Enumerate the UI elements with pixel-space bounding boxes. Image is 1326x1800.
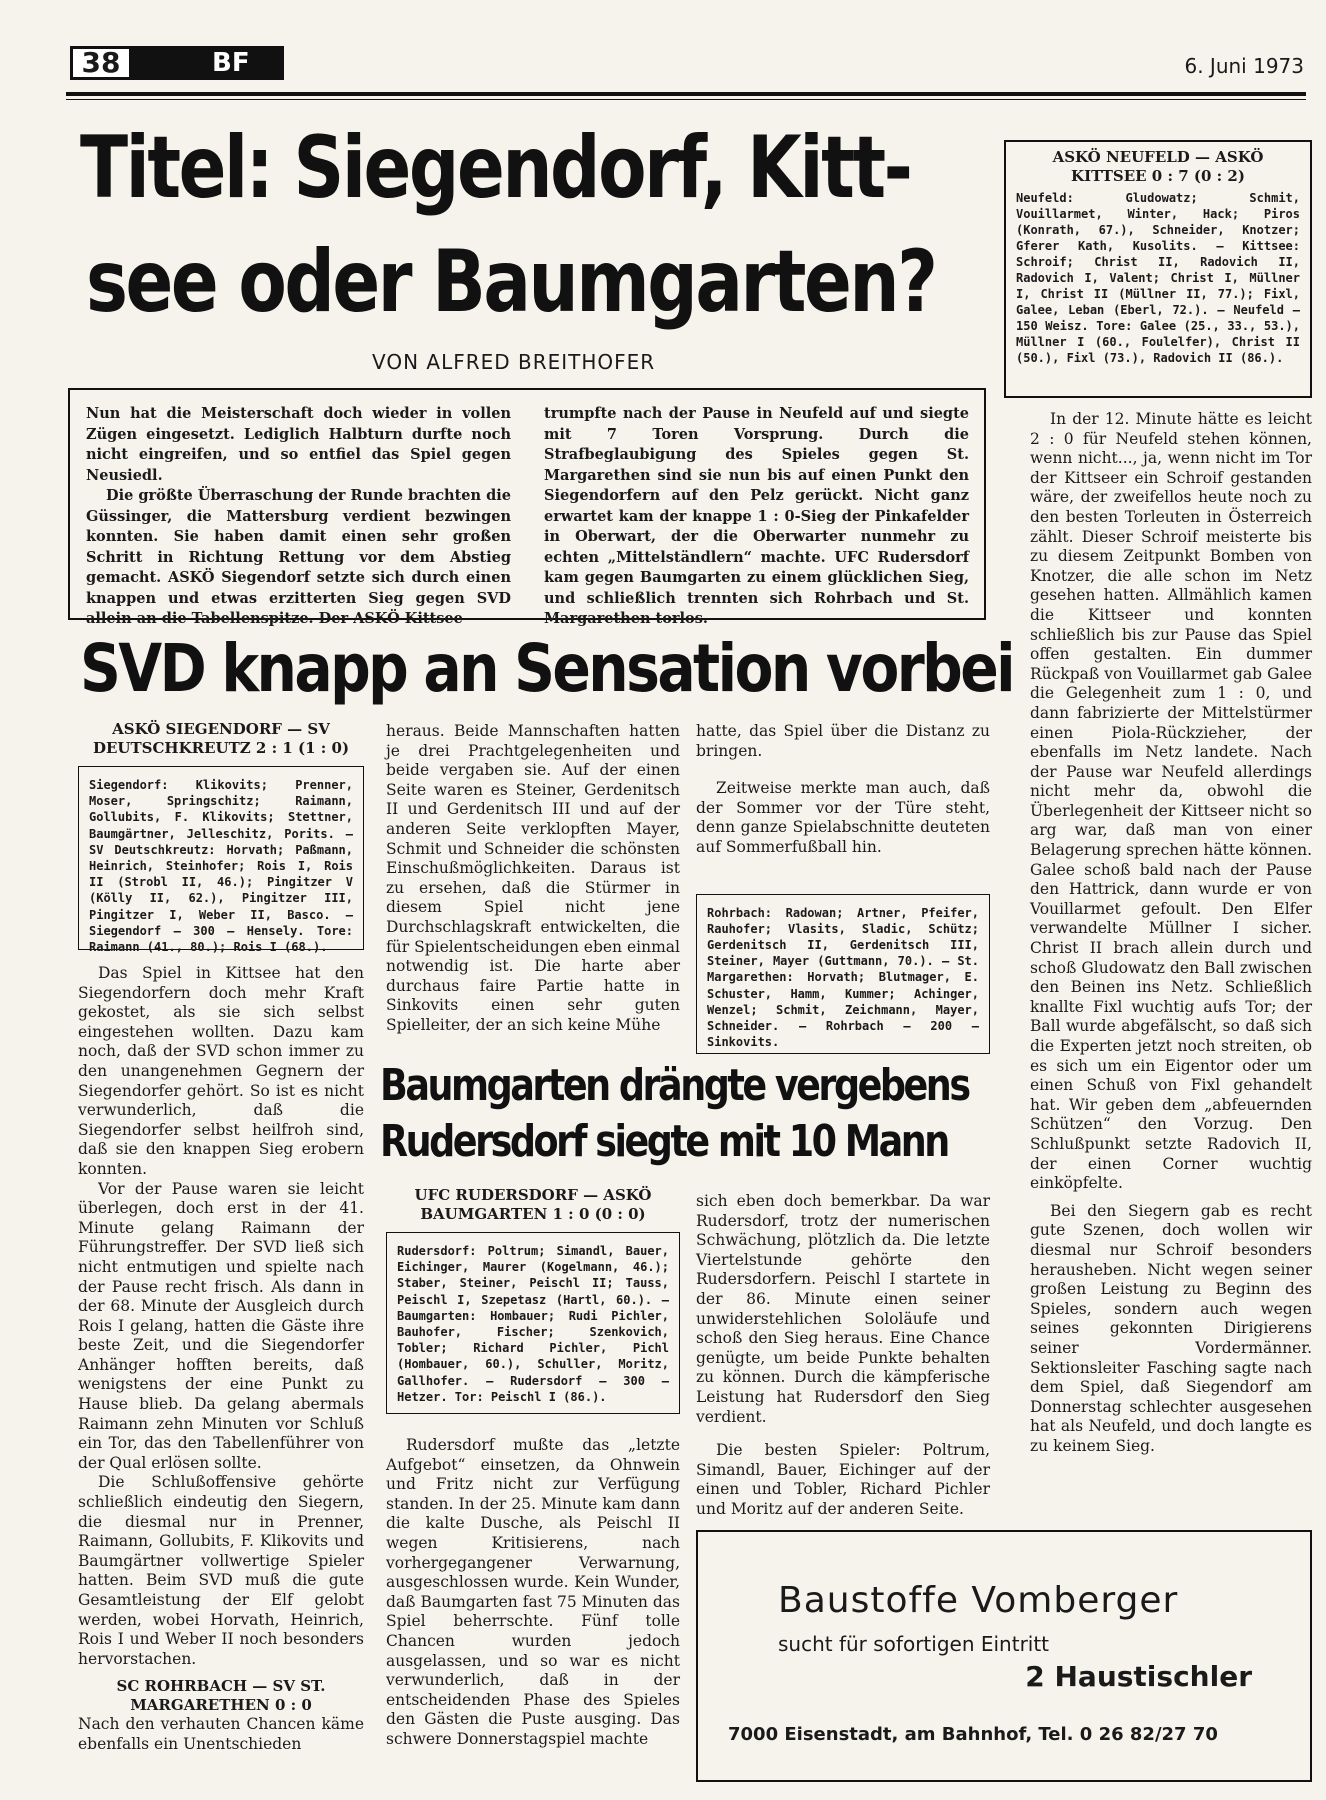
svd-column-3: [696, 722, 990, 1054]
ad-subtitle: sucht für sofortigen Eintritt: [778, 1632, 1050, 1656]
section-label: BF: [132, 46, 284, 80]
issue-date: 6. Juni 1973: [1184, 54, 1304, 78]
svd-body-col2: [386, 722, 680, 1036]
neufeld-lineup-wrap: [1016, 190, 1300, 366]
rudersdorf-body-col2: [386, 1436, 680, 1750]
lead-paragraph: trumpfte nach der Pause in Neufeld auf und siegte mit 7 Toren Vorsprung. Durch die Strafbeglaubigung des Spieles gegen St. Margarethen sind sie nun bis auf einen Punkt den Siegendorfern auf den Pelz gerückt. Nicht ganz erwartet kam der knappe 1 : 0-Sieg der Pinkafelder in Oberwart, der die Oberwarter nunmehr zu echten „Mittelständlern“ machte. UFC Rudersdorf kam gegen Baumgarten zu einem glücklichen Sieg, und schließlich trennten sich Rohrbach und St. Margarethen torlos.: [544, 405, 969, 627]
body-paragraph: Zeitweise merkte man auch, daß der Sommer vor der Türe steht, denn ganze Spielabschnitte deuteten auf Sommerfußball hin.: [696, 779, 990, 856]
body-paragraph: Nach den verhauten Chancen käme ebenfalls ein Unentschieden: [78, 1715, 364, 1753]
body-paragraph: Vor der Pause waren sie leicht überlegen, doch erst in der 41. Minute gelang Raimann der Führungstreffer. Der SVD ließ sich nicht entmutigen und spielte nach der Pause recht frisch. Als dann in der 68. Minute der Ausgleich durch Rois I gelang, hatten die Gäste ihre beste Zeit, und die Siegendorfer Anhänger hofften bereits, daß wenigstens der eine Punkt zu Hause blieb. Da gelang abermals Raimann zehn Minuten vor Schluß ein Tor, das den Tabellenführer von der Qual erlösen sollte.: [78, 1179, 364, 1472]
svd-headline: SVD knapp an Sensation vorbei: [80, 630, 1014, 707]
lead-paragraph: Nun hat die Meisterschaft doch wieder in vollen Zügen eingesetzt. Lediglich Halbturn durfte noch nicht eingreifen, und so entfiel das Spiel gegen Neusiedl.: [86, 405, 511, 484]
neufeld-body: [1030, 410, 1312, 1456]
ad-address: 7000 Eisenstadt, am Bahnhof, Tel. 0 26 82/27 70: [728, 1724, 1218, 1745]
main-headline-line1: Titel: Siegendorf, Kitt-: [80, 118, 911, 218]
lead-paragraph: Die größte Überraschung der Runde brachten die Güssinger, die Mattersburg verdient bezwingen konnten. Sie haben damit einen sehr großen Schritt in Richtung Rettung vor dem Abstieg gemacht. ASKÖ Siegendorf setzte sich durch einen knappen und etwas erzitterten Sieg gegen SVD allein an die Tabellenspitze. Der ASKÖ Kittsee: [86, 487, 511, 627]
body-paragraph: hatte, das Spiel über die Distanz zu bringen.: [696, 722, 990, 760]
rudersdorf-column-2: [386, 1186, 680, 1750]
svd-body-col3: [696, 722, 990, 858]
job-advertisement: [696, 1530, 1312, 1782]
rudersdorf-body-col3: [696, 1192, 990, 1520]
body-paragraph: Die besten Spieler: Poltrum, Simandl, Bauer, Eichinger auf der einen und Tobler, Richard Pichler und Moritz auf der anderen Seite.: [696, 1441, 990, 1518]
body-paragraph: sich eben doch bemerkbar. Da war Rudersdorf, trotz der numerischen Schwächung, plötzlich da. Die letzte Viertelstunde gehörte den Rudersdorfern. Peischl I startete in der 86. Minute einen seiner unwiderstehlichen Sololäufe und schoß den Sieg heraus. Eine Chance genügte, um beide Punkte behalten zu können. Durch die kämpferische Leistung hat Rudersdorf den Sieg verdient.: [696, 1192, 990, 1426]
header-rule-thin: [66, 99, 1306, 100]
neufeld-match-header: ASKÖ NEUFELD — ASKÖ KITTSEE 0 : 7 (0 : 2): [1052, 148, 1264, 185]
page-number: 38: [70, 46, 132, 80]
lead-column-right: [544, 404, 969, 630]
lead-box: [68, 388, 986, 627]
rudersdorf-lineup: Rudersdorf: Poltrum; Simandl, Bauer, Eichinger, Maurer (Kogelmann, 46.); Staber, Steiner, Peischl II; Tauss, Peischl I, Szepetasz (Hartl, 60.). — Baumgarten: Hombauer; Rudi Pichler, Bauhofer, Fischer; Szenkovich, Tobler; Richard Pichler, Pichl (Hombauer, 60.), Schuller, Moritz, Gallhofer. — Rudersdorf — 300 — Hetzer. Tor: Peischl I (86.).: [397, 1244, 669, 1404]
body-paragraph: Das Spiel in Kittsee hat den Siegendorfern doch mehr Kraft gekostet, als sie sich selbst eingestehen wollten. Dazu kam noch, daß der SVD schon immer zu den unangenehmen Gegnern der Siegendorfer gehört. So ist es nicht verwunderlich, daß die Siegendorfer selbst heilfroh sind, daß sie den knappen Sieg erobern konnten.: [78, 964, 364, 1178]
rudersdorf-headline-line2: Rudersdorf siegte mit 10 Mann: [380, 1116, 948, 1167]
rudersdorf-lineup-box: [386, 1232, 680, 1414]
body-paragraph: In der 12. Minute hätte es leicht 2 : 0 für Neufeld stehen können, wenn nicht..., ja, wenn nicht im Tor der Kittseer ein Schroif gestanden wäre, der zweifellos heute noch zu den besten Torleuten in Österreich zählt. Dieser Schroif meisterte bis zu diesem Zeitpunkt Bomben von Knotzer, die alle schon im Netz gesehen hatten. Allmählich kamen die Kittseer und konnten schließlich bis zur Pause das Spiel offen gestalten. Ein dummer Rückpaß von Vouillarmet gab Galee die Gelegenheit zum 1 : 0, und dann fabrizierte der Mittelstürmer einen Piola-Rückzieher, der ebenfalls im Netz landete. Nach der Pause war Neufeld allerdings nicht mehr da, obwohl die Überlegenheit der Kittseer nicht so arg war, daß man von einer Belagerung sprechen hätte können. Galee schoß bald nach der Pause den Hattrick, dann wurde er von Vouillarmet gefoult. Den Elfer verwandelte Müllner I sicher. Christ II brach allein durch und schoß Gludowatz den Ball zwischen den Beinen ins Netz. Schließlich knallte Fixl wuchtig aufs Tor; der Ball wurde abgefälscht, so daß sich die Experten jetzt noch streiten, ob es sich um ein Eigentor oder um einen Schuß von Fixl gehandelt hat. Wir geben dem „abfeuernden Schützen“ den Vorzug. Den Schlußpunkt setzte Radovich II, der einen Corner wuchtig einköpfelte.: [1030, 410, 1312, 1193]
svd-body-col1: [78, 964, 364, 1669]
header-rule: [66, 92, 1306, 96]
rohrbach-lineup-box: [696, 894, 990, 1054]
rohrbach-lineup: Rohrbach: Radowan; Artner, Pfeifer, Rauhofer; Vlasits, Sladic, Schütz; Gerdenitsch II, Gerdenitsch III, Steiner, Mayer (Guttmann, 70.). — St. Margarethen: Horvath; Blutmager, E. Schuster, Hamm, Kummer; Achinger, Wenzel; Schmit, Zeichmann, Mayer, Schneider. — Rohrbach — 200 — Sinkovits.: [707, 905, 979, 1050]
body-paragraph: heraus. Beide Mannschaften hatten je drei Prachtgelegenheiten und beide vergaben sie. Auf der einen Seite waren es Steiner, Gerdenitsch II und Gerdenitsch III und auf der anderen Seite verklopften Mayer, Schmit und Schneider die schönsten Einschußmöglichkeiten. Daraus ist zu ersehen, daß die Stürmer in diesem Spiel nicht jene Durchschlagskraft entwickelten, die für Spielentscheidungen eben einmal notwendig ist. Die harte aber durchaus faire Partie hatte in Sinkovits einen sehr guten Spielleiter, der an sich keine Mühe: [386, 722, 680, 1034]
main-headline-line2: see oder Baumgarten?: [86, 232, 936, 332]
rohrbach-match-header: SC ROHRBACH — SV ST. MARGARETHEN 0 : 0: [116, 1677, 326, 1715]
svd-column-1: [78, 720, 364, 1755]
svd-lineup: Siegendorf: Klikovits; Prenner, Moser, Springschitz; Raimann, Gollubits, F. Klikovits; Stettner, Baumgärtner, Jelleschitz, Porits. — SV Deutschkreutz: Horvath; Paßmann, Heinrich, Steinhofer; Rois I, Rois II (Strobl II, 46.); Pingitzer V (Kölly II, 62.), Pingitzer III, Pingitzer I, Weber II, Basco. — Siegendorf — 300 — Hensely. Tore: Raimann (41., 80.); Rois I (68.).: [89, 778, 353, 955]
lead-column-left: [86, 404, 511, 630]
body-paragraph: Rudersdorf mußte das „letzte Aufgebot“ einsetzen, da Ohnwein und Fritz nicht zur Verfügung standen. In der 25. Minute kam dann die kalte Dusche, als Peischl II wegen Kritisierens, nach vorhergegangener Verwarnung, ausgeschlossen wurde. Kein Wunder, daß Baumgarten fast 75 Minuten das Spiel beherrschte. Fünf tolle Chancen wurden jedoch ausgelassen, und so war es nicht verwunderlich, daß in der entscheidenden Phase des Spieles den Gästen die Puste ausging. Das schwere Donnerstagspiel machte: [386, 1436, 680, 1748]
body-paragraph: Bei den Siegern gab es recht gute Szenen, doch wollen wir diesmal nur Schroif besonders herausheben. Nicht wegen seiner großen Leistung zu Beginn des Spieles, sondern auch wegen seines gekonnten Dirigierens seiner Vordermänner. Sektionsleiter Fasching sagte nach dem Spiel, daß Siegendorf am Donnerstag schlechter ausgesehen hat als Neufeld, und doch langte es zu keinem Sieg.: [1030, 1201, 1312, 1455]
rudersdorf-match-header: UFC RUDERSDORF — ASKÖ BAUMGARTEN 1 : 0 (0 : 0): [414, 1186, 652, 1223]
neufeld-box: [1004, 140, 1312, 398]
svd-lineup-box: [78, 766, 364, 955]
byline: VON ALFRED BREITHOFER: [372, 350, 656, 374]
rudersdorf-headline-line1: Baumgarten drängte vergebens: [380, 1060, 969, 1111]
ad-job-title: 2 Haustischler: [1025, 1660, 1252, 1693]
ad-company: Baustoffe Vomberger: [778, 1580, 1179, 1621]
neufeld-lineup: Neufeld: Gludowatz; Schmit, Vouillarmet, Winter, Hack; Piros (Konrath, 67.), Schneider, Knotzer; Gferer Kath, Kusolits. — Kittsee: Schroif; Christ II, Radovich II, Radovich I, Valent; Christ I, Müllner I, Christ II (Müllner II, 77.); Fixl, Galee, Leban (Eberl, 72.). — Neufeld — 150 Weisz. Tore: Galee (25., 33., 53.), Müllner I (60., Foulelfer), Christ II (50.), Fixl (73.), Radovich II (86.).: [1016, 191, 1300, 365]
svd-match-header: ASKÖ SIEGENDORF — SV DEUTSCHKREUTZ 2 : 1 (1 : 0): [92, 720, 350, 757]
body-paragraph: Die Schlußoffensive gehörte schließlich eindeutig den Siegern, die diesmal nur in Prenner, Raimann, Gollubits, F. Klikovits und Baumgärtner vollwertige Spieler hatten. Beim SVD muß die gute Gesamtleistung der Elf gelobt werden, wobei Horvath, Heinrich, Rois I und Weber II noch besonders hervorstachen.: [78, 1473, 364, 1668]
rohrbach-body-start: [78, 1715, 364, 1754]
